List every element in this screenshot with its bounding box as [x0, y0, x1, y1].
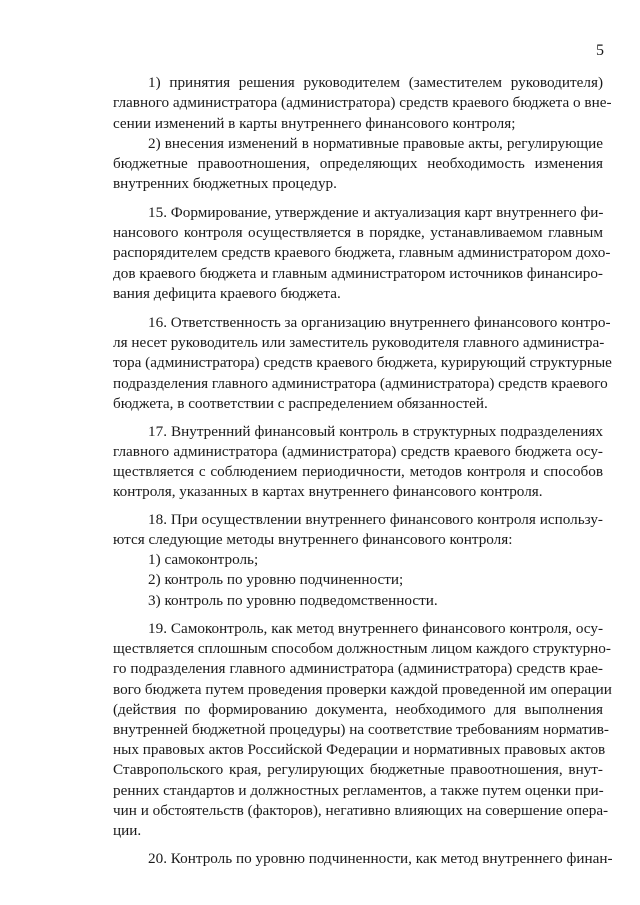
text-line: (действия по формированию документа, необходимого для выполнения	[113, 701, 603, 718]
text-line: 16. Ответственность за организацию внутреннего финансового контро-	[148, 314, 611, 331]
text-line: ществляется сплошным способом должностным лицом каждого структурно-	[113, 640, 611, 657]
text-line: внутренних бюджетных процедур.	[113, 175, 337, 192]
text-line: вания дефицита краевого бюджета.	[113, 285, 341, 302]
text-line: Ставропольского края, регулирующих бюджетные правоотношения, внут-	[113, 761, 603, 778]
text-line: 2) контроль по уровню подчиненности;	[148, 571, 404, 588]
text-line: ществляется с соблюдением периодичности, методов контроля и способов	[113, 463, 603, 480]
text-line: нансового контроля осуществляется в порядке, устанавливаемом главным	[113, 224, 603, 241]
text-line: 3) контроль по уровню подведомственности.	[148, 592, 438, 609]
text-line: сении изменений в карты внутреннего финансового контроля;	[113, 115, 516, 132]
text-line: 17. Внутренний финансовый контроль в структурных подразделениях	[148, 423, 603, 440]
text-line: ренних стандартов и должностных регламентов, а также путем оценки при-	[113, 782, 604, 799]
text-line: распорядителем средств краевого бюджета, главным администратором дохо-	[113, 244, 611, 261]
text-line: 18. При осуществлении внутреннего финансового контроля использу-	[148, 511, 603, 528]
text-line: 1) самоконтроль;	[148, 551, 259, 568]
text-line: подразделения главного администратора (администратора) средств краевого	[113, 375, 608, 392]
text-line: ных правовых актов Российской Федерации и нормативных правовых актов	[113, 741, 606, 758]
text-line: 20. Контроль по уровню подчиненности, как метод внутреннего финан-	[148, 850, 613, 867]
text-line: 19. Самоконтроль, как метод внутреннего финансового контроля, осу-	[148, 620, 603, 637]
text-line: дов краевого бюджета и главным администратором источников финансиро-	[113, 265, 603, 282]
text-line: контроля, указанных в картах внутреннего финансового контроля.	[113, 483, 543, 500]
text-line: чин и обстоятельств (факторов), негативно влияющих на совершение опера-	[113, 802, 609, 819]
text-line: внутренней бюджетной процедуры) на соответствие требованиям норматив-	[113, 721, 609, 738]
text-line: ции.	[113, 822, 142, 839]
text-line: бюджетные правоотношения, определяющих необходимость изменения	[113, 155, 603, 172]
text-line: тора (администратора) средств краевого бюджета, курирующий структурные	[113, 354, 612, 371]
text-line: го подразделения главного администратора (администратора) средств крае-	[113, 660, 603, 677]
text-line: 1) принятия решения руководителем (заместителем руководителя)	[148, 74, 603, 91]
page-number: 5	[596, 42, 604, 59]
text-line: 2) внесения изменений в нормативные правовые акты, регулирующие	[148, 135, 603, 152]
text-line: бюджета, в соответствии с распределением обязанностей.	[113, 395, 488, 412]
text-line: вого бюджета путем проведения проверки каждой проведенной им операции	[113, 681, 612, 698]
text-line: ются следующие методы внутреннего финансового контроля:	[113, 531, 513, 548]
text-line: главного администратора (администратора) средств краевого бюджета о вне-	[113, 94, 612, 111]
text-line: ля несет руководитель или заместитель руководителя главного администра-	[113, 334, 605, 351]
text-line: главного администратора (администратора) средств краевого бюджета осу-	[113, 443, 603, 460]
text-line: 15. Формирование, утверждение и актуализация карт внутреннего фи-	[148, 204, 604, 221]
